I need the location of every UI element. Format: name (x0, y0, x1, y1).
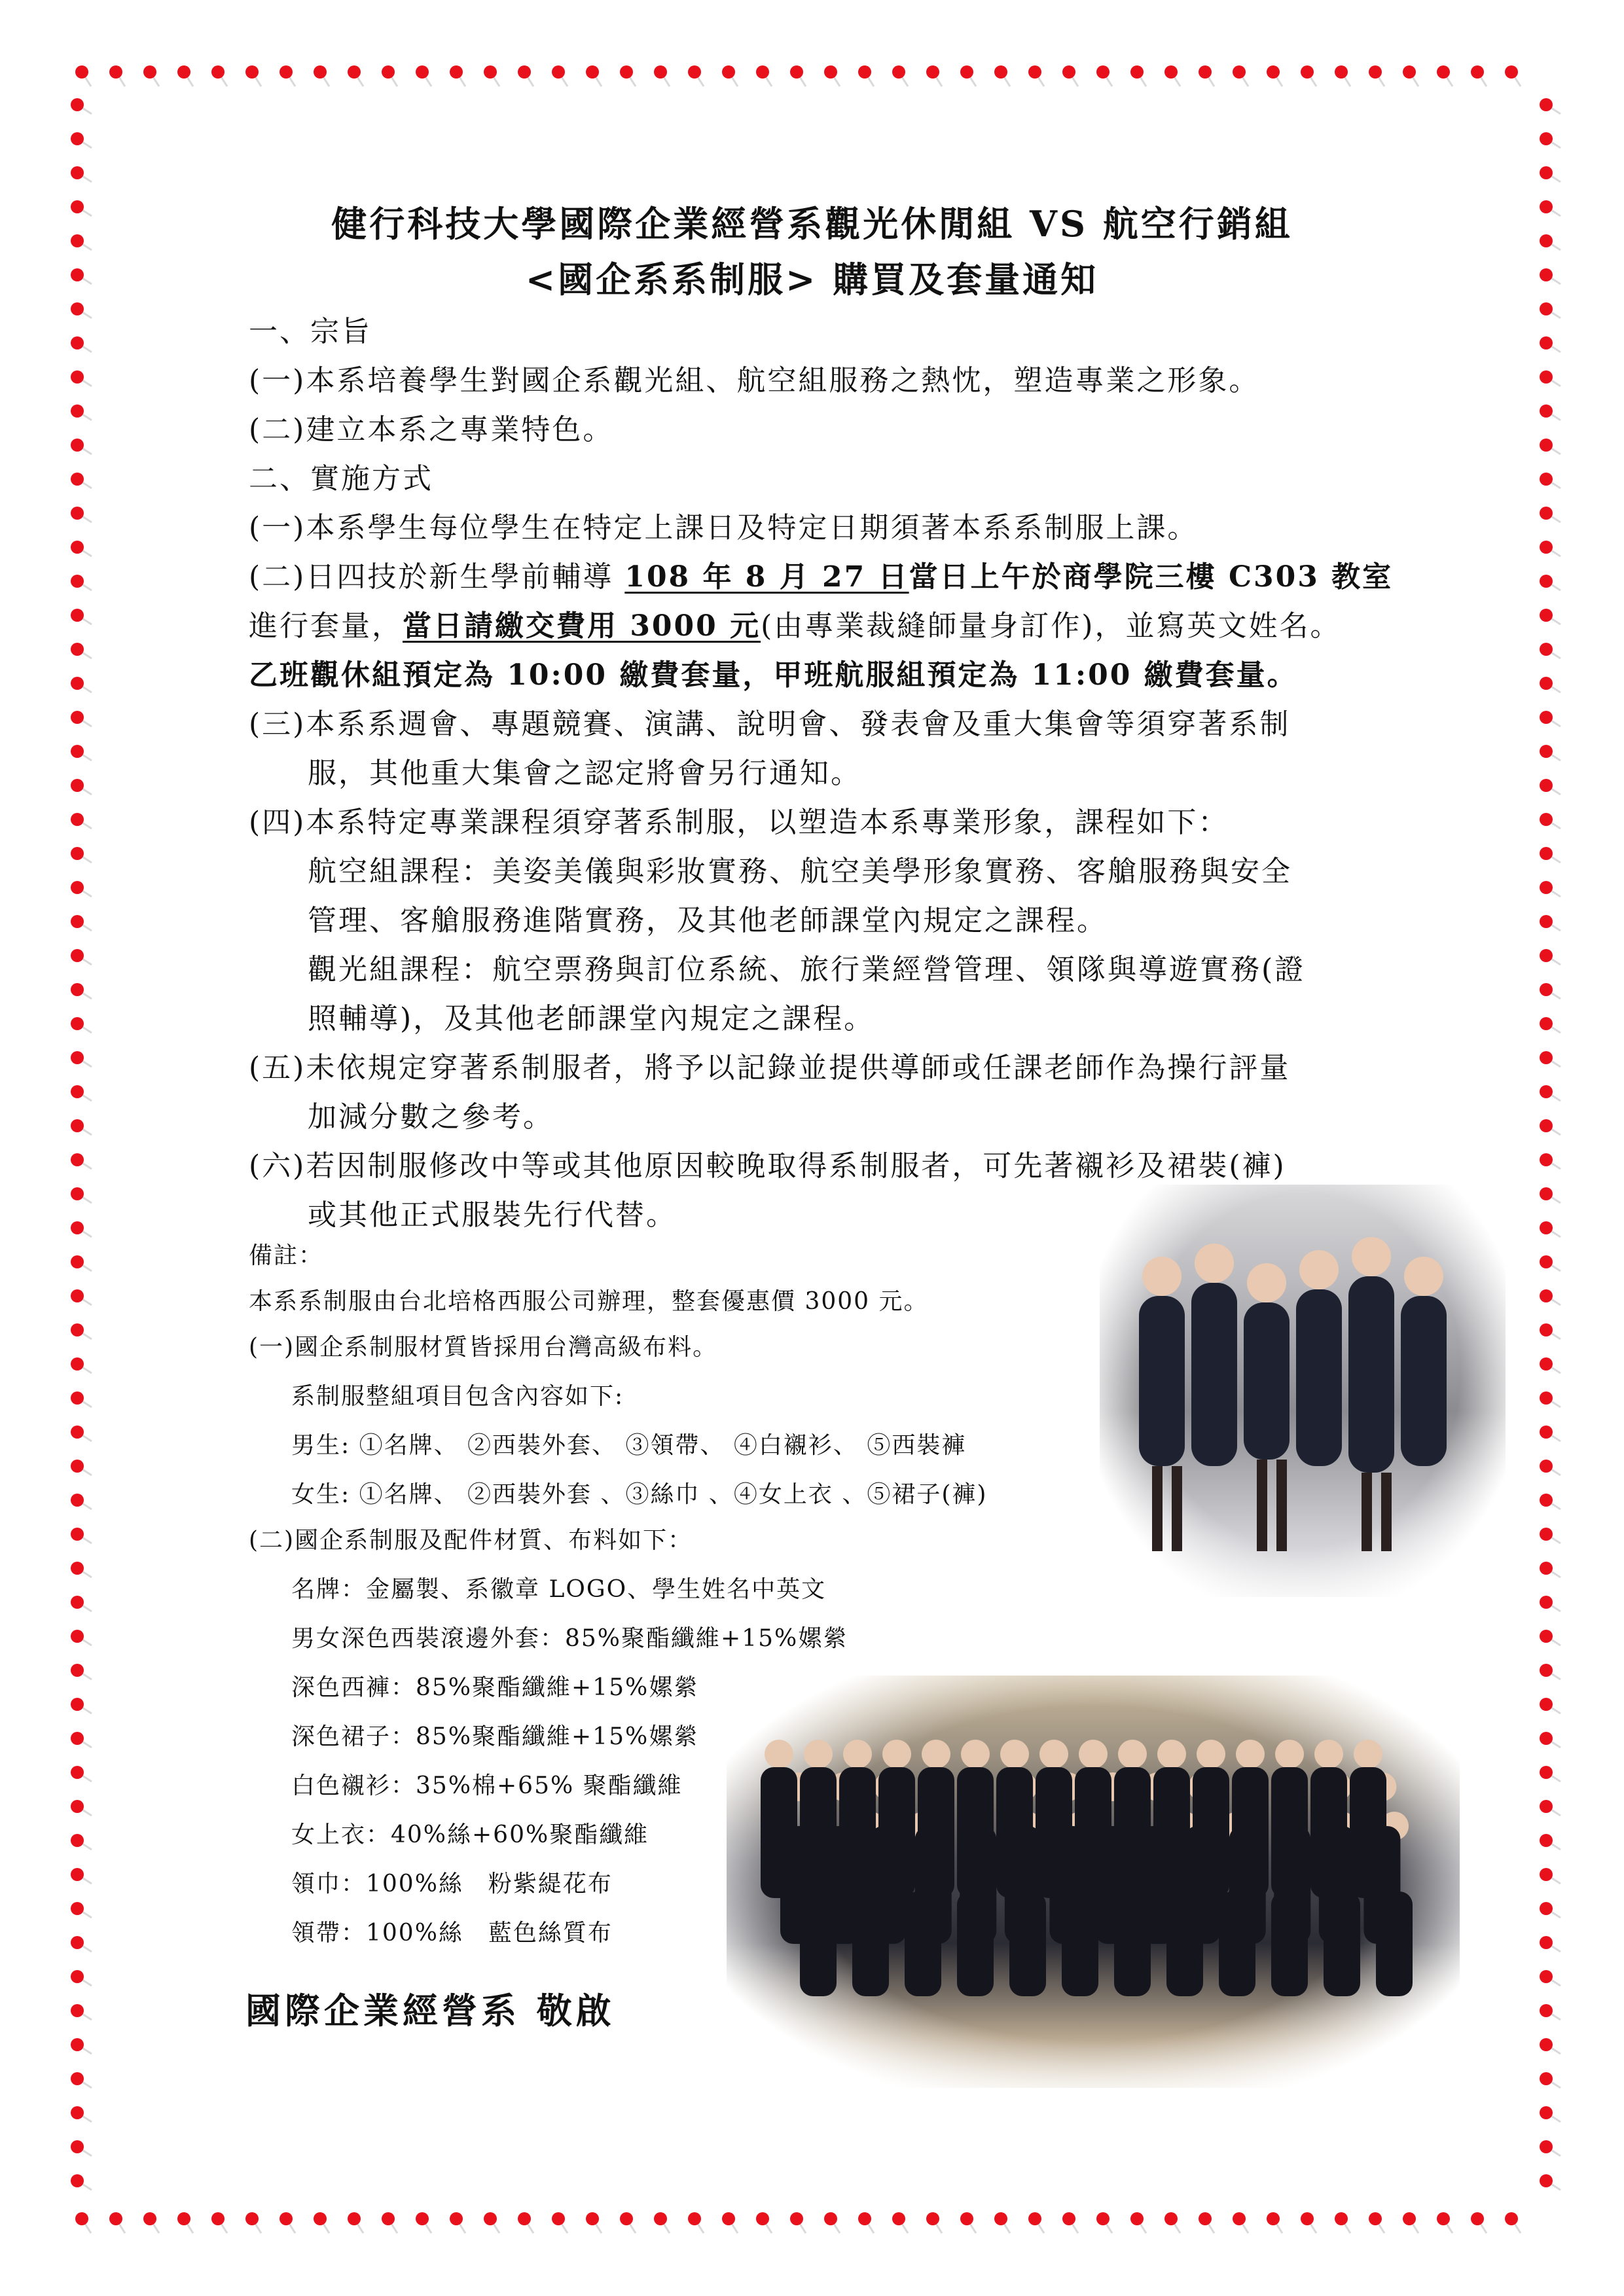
fee-notice: 當日請繳交費用 3000 元 (403, 609, 761, 643)
material-skirt: 深色裙子：85%聚酯纖維+15%嫘縈 (291, 1723, 699, 1750)
method-item-5-line1: (五)未依規定穿著系制服者，將予以記錄並提供導師或任課老師作為操行評量 (249, 1051, 1291, 1085)
material-nameplate: 名牌：金屬製、系徽章 LOGO、學生姓名中英文 (291, 1576, 827, 1603)
note-vendor: 本系系制服由台北培格西服公司辦理，整套優惠價 3000 元。 (249, 1288, 929, 1315)
method-item-2-line1 (249, 553, 1393, 595)
method-item-6-line1: (六)若因制服修改中等或其他原因較晚取得系制服者，可先著襯衫及裙裝(褲) (249, 1149, 1286, 1183)
method-item-1: (一)本系學生每位學生在特定上課日及特定日期須著本系系制服上課。 (249, 511, 1199, 545)
note-items-intro: 系制服整組項目包含內容如下: (291, 1383, 624, 1410)
document-title: 健行科技大學國際企業經營系觀光休閒組 VS 航空行銷組 (331, 203, 1293, 245)
tourism-courses-line2: 照輔導)，及其他老師課堂內規定之課程。 (308, 1002, 875, 1035)
note-materials-intro: (二)國企系制服及配件材質、布料如下： (249, 1527, 693, 1554)
method-item-4-line1: (四)本系特定專業課程須穿著系制服，以塑造本系專業形象，課程如下： (249, 806, 1229, 839)
people-silhouettes (1100, 1185, 1506, 1597)
aviation-courses-line2: 管理、客艙服務進階實務，及其他老師課堂內規定之課程。 (308, 904, 1108, 937)
uniform-group-photo-large (727, 1676, 1460, 2088)
notes-heading: 備註： (249, 1242, 324, 1269)
tourism-courses-line1: 觀光組課程：航空票務與訂位系統、旅行業經營管理、領隊與導遊實務(證 (308, 953, 1306, 986)
purpose-item-2: (二)建立本系之專業特色。 (249, 413, 614, 446)
material-shirt: 白色襯衫：35%棉+65% 聚酯纖維 (291, 1772, 683, 1799)
signature: 國際企業經營系 敬啟 (245, 1990, 615, 2032)
method-item-2-fitting: 進行套量， (249, 609, 403, 643)
crowd-silhouettes (727, 1676, 1460, 2088)
method-item-2-line2 (249, 602, 1341, 644)
section-method-heading: 二、實施方式 (249, 462, 433, 495)
aviation-courses-line1: 航空組課程：美姿美儀與彩妝實務、航空美學形象實務、客艙服務與安全 (308, 855, 1292, 888)
material-tie: 領帶：100%絲 藍色絲質布 (291, 1920, 613, 1946)
material-scarf: 領巾：100%絲 粉紫緹花布 (291, 1871, 613, 1897)
material-blouse: 女上衣：40%絲+60%聚酯纖維 (291, 1821, 649, 1848)
fitting-date: 108 年 8 月 27 日 (624, 560, 909, 594)
method-item-6-line2: 或其他正式服裝先行代替。 (308, 1198, 677, 1232)
method-item-2-prefix: (二)日四技於新生學前輔導 (249, 560, 625, 594)
purpose-item-1: (一)本系培養學生對國企系觀光組、航空組服務之熱忱，塑造專業之形象。 (249, 364, 1260, 397)
note-fabric: (一)國企系制服材質皆採用台灣高級布料。 (249, 1334, 718, 1361)
document-subtitle: <國企系系制服> 購買及套量通知 (525, 259, 1099, 300)
section-purpose-heading: 一、宗旨 (249, 315, 372, 348)
method-item-3-line1: (三)本系系週會、專題競賽、演講、說明會、發表會及重大集會等須穿著系制 (249, 708, 1291, 741)
method-item-3-line2: 服，其他重大集會之認定將會另行通知。 (308, 757, 861, 790)
method-item-2-suffix: (由專業裁縫師量身訂作)，並寫英文姓名。 (761, 609, 1341, 643)
material-jacket: 男女深色西裝滾邊外套：85%聚酯纖維+15%嫘縈 (291, 1625, 848, 1652)
note-items-female: 女生: ①名牌、 ②西裝外套 、③絲巾 、④女上衣 、⑤裙子(褲) (291, 1481, 988, 1508)
fitting-location: 當日上午於商學院三樓 C303 教室 (909, 560, 1394, 594)
note-items-male: 男生: ①名牌、 ②西裝外套、 ③領帶、 ④白襯衫、 ⑤西裝褲 (291, 1432, 967, 1459)
class-schedule: 乙班觀休組預定為 10:00 繳費套量，甲班航服組預定為 11:00 繳費套量。 (249, 658, 1298, 692)
material-trousers: 深色西褲：85%聚酯纖維+15%嫘縈 (291, 1674, 699, 1701)
method-item-5-line2: 加減分數之參考。 (308, 1100, 554, 1134)
uniform-group-photo-small (1100, 1185, 1506, 1597)
